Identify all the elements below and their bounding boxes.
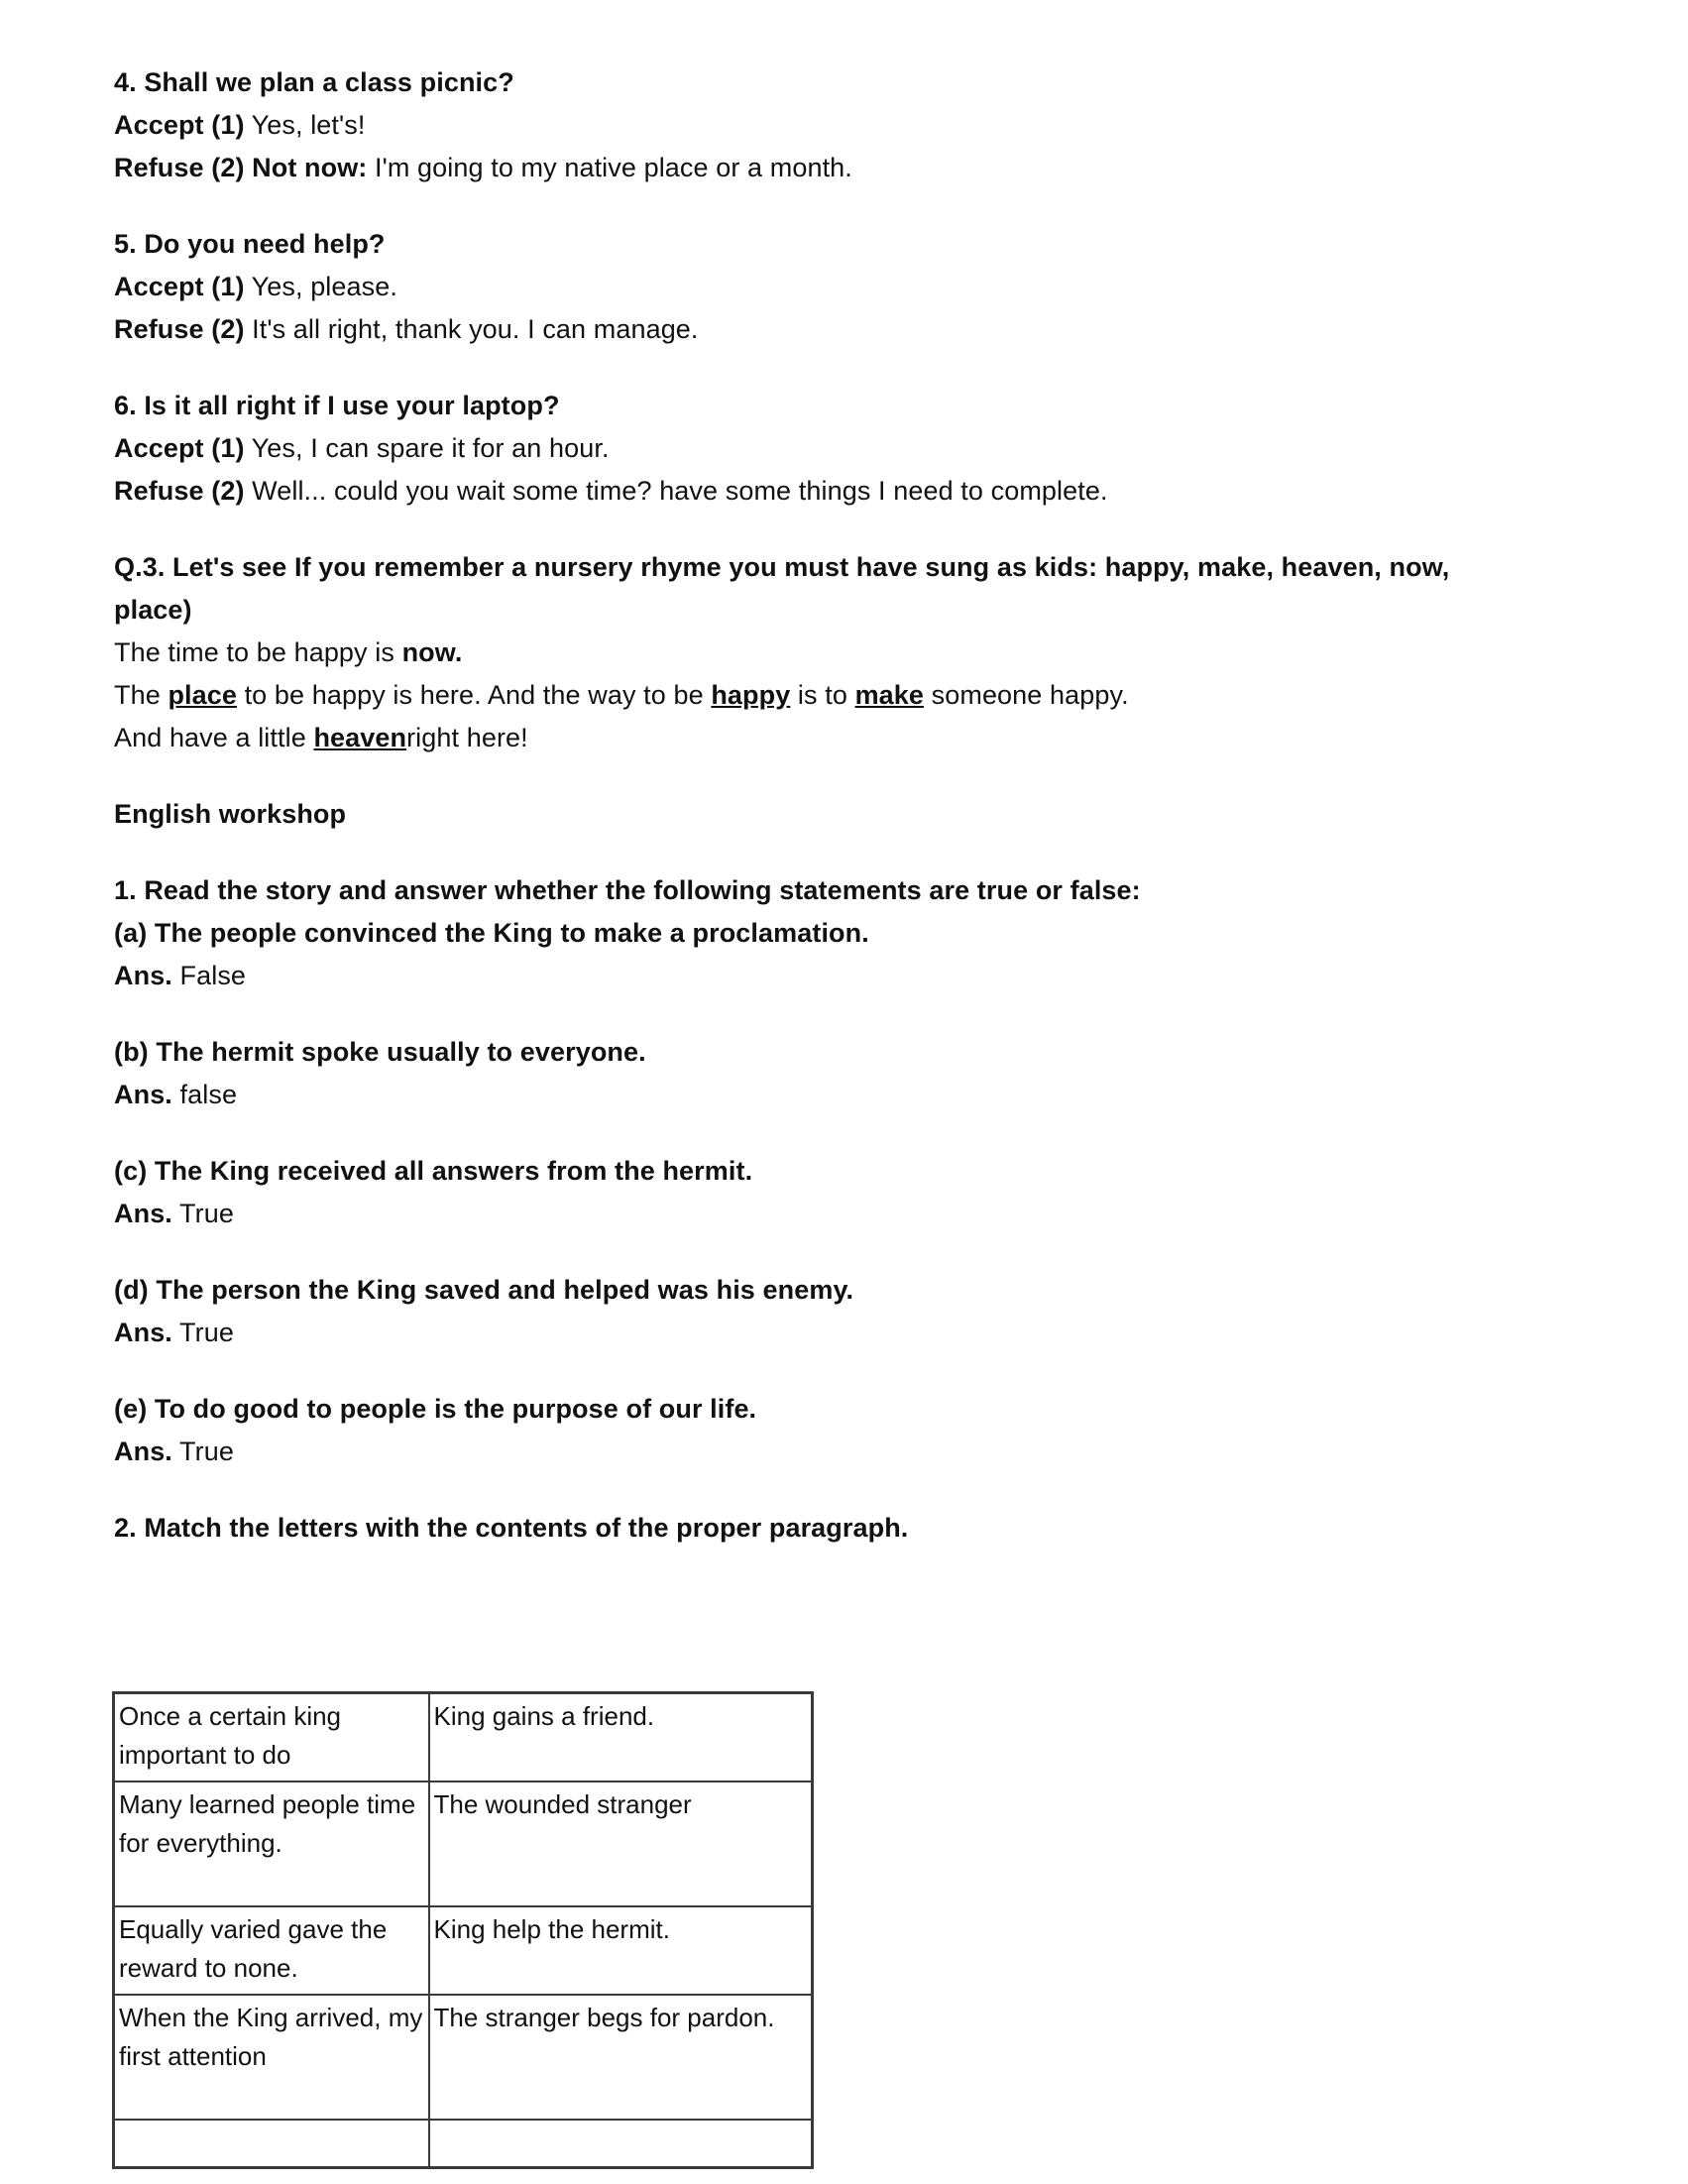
dialogue-accept-6 bbox=[114, 427, 1521, 470]
dialogue-item-6 bbox=[114, 385, 1521, 513]
dialogue-refuse-5 bbox=[114, 308, 1521, 351]
statement-a: (a) The people convinced the King to make a proclamation. bbox=[114, 918, 869, 948]
ans-value-d: True bbox=[171, 1318, 234, 1347]
accept-label-4: Accept (1) bbox=[114, 110, 245, 140]
q3-answer-happy: happy bbox=[711, 680, 791, 710]
spacer bbox=[114, 1354, 1521, 1388]
english-workshop-title: English workshop bbox=[114, 799, 347, 829]
ans-label-a: Ans. bbox=[114, 961, 172, 990]
q3-line2-c: is to bbox=[790, 680, 855, 710]
table-row bbox=[114, 1782, 813, 1906]
spacer bbox=[114, 189, 1521, 223]
q3-heading: Q.3. Let's see If you remember a nursery rhyme you must have sung as kids: happy, make, heaven, now, place) bbox=[114, 552, 1450, 625]
table-cell-right: King help the hermit. bbox=[429, 1906, 813, 1995]
spacer bbox=[114, 997, 1521, 1031]
workshop-q2-heading: 2. Match the letters with the contents of the proper paragraph. bbox=[114, 1513, 909, 1543]
ans-value-e: True bbox=[171, 1437, 234, 1466]
table-cell-right: King gains a friend. bbox=[429, 1693, 813, 1782]
spacer bbox=[114, 1473, 1521, 1507]
refuse-label-4: Refuse (2) bbox=[114, 153, 245, 182]
q3-answer-place: place bbox=[168, 680, 237, 710]
ans-label-e: Ans. bbox=[114, 1437, 172, 1466]
table-cell-right: The stranger begs for pardon. bbox=[429, 1995, 813, 2120]
q3-line2-a: The bbox=[114, 680, 169, 710]
dialogue-item-4 bbox=[114, 61, 1521, 189]
ans-label-c: Ans. bbox=[114, 1199, 172, 1228]
dialogue-question-5: 5. Do you need help? bbox=[114, 229, 386, 259]
answer-d bbox=[114, 1312, 1521, 1354]
ans-label-d: Ans. bbox=[114, 1318, 172, 1347]
dialogue-refuse-6 bbox=[114, 470, 1521, 513]
answer-e bbox=[114, 1431, 1521, 1473]
q3-rhyme-line-1 bbox=[114, 632, 1521, 674]
accept-text-6: Yes, I can spare it for an hour. bbox=[244, 433, 610, 463]
answer-b bbox=[114, 1074, 1521, 1116]
q3-answer-make: make bbox=[854, 680, 925, 710]
spacer bbox=[114, 1116, 1521, 1150]
table-row bbox=[114, 1906, 813, 1995]
accept-text-5: Yes, please. bbox=[244, 272, 397, 301]
spacer bbox=[114, 836, 1521, 869]
accept-text-4: Yes, let's! bbox=[244, 110, 366, 140]
spacer bbox=[114, 759, 1521, 793]
workshop-item-a bbox=[114, 912, 1521, 997]
accept-label-6: Accept (1) bbox=[114, 433, 245, 463]
workshop-item-d bbox=[114, 1269, 1521, 1354]
refuse-text-5: It's all right, thank you. I can manage. bbox=[244, 314, 699, 344]
workshop-q1-heading: 1. Read the story and answer whether the following statements are true or false: bbox=[114, 875, 1141, 905]
statement-d: (d) The person the King saved and helped was his enemy. bbox=[114, 1275, 854, 1305]
dialogue-accept-5 bbox=[114, 266, 1521, 308]
answer-c bbox=[114, 1193, 1521, 1235]
spacer bbox=[114, 1235, 1521, 1269]
q3-line2-d: someone happy. bbox=[924, 680, 1129, 710]
q3-line1-pre: The time to be happy is bbox=[114, 637, 402, 667]
ans-value-a: False bbox=[171, 961, 247, 990]
q3-answer-heaven: heaven bbox=[313, 723, 407, 752]
table-cell-right bbox=[429, 2120, 813, 2167]
spacer bbox=[114, 351, 1521, 385]
table-cell-left: When the King arrived, my first attention bbox=[114, 1995, 429, 2120]
ans-value-c: True bbox=[171, 1199, 234, 1228]
q3-line1-bold: now. bbox=[401, 637, 463, 667]
answer-a bbox=[114, 955, 1521, 997]
refuse-text-6: Well... could you wait some time? have some things I need to complete. bbox=[244, 476, 1108, 506]
statement-c: (c) The King received all answers from the hermit. bbox=[114, 1156, 753, 1186]
dialogue-accept-4 bbox=[114, 104, 1521, 147]
refuse-label-5: Refuse (2) bbox=[114, 314, 245, 344]
accept-label-5: Accept (1) bbox=[114, 272, 245, 301]
ans-label-b: Ans. bbox=[114, 1080, 172, 1109]
match-table-container bbox=[112, 1691, 811, 2169]
workshop-item-e bbox=[114, 1388, 1521, 1473]
dialogue-refuse-4 bbox=[114, 147, 1521, 189]
dialogue-question-6: 6. Is it all right if I use your laptop? bbox=[114, 391, 560, 420]
table-cell-left: Equally varied gave the reward to none. bbox=[114, 1906, 429, 1995]
workshop-item-c bbox=[114, 1150, 1521, 1235]
table-row bbox=[114, 1693, 813, 1782]
q3-rhyme-line-2 bbox=[114, 674, 1521, 717]
q3-line2-b: to be happy is here. And the way to be bbox=[236, 680, 712, 710]
statement-e: (e) To do good to people is the purpose of our life. bbox=[114, 1394, 757, 1424]
workshop-item-b bbox=[114, 1031, 1521, 1116]
q3-line3-b: right here! bbox=[406, 723, 528, 752]
table-cell-right: The wounded stranger bbox=[429, 1782, 813, 1906]
table-cell-left: Many learned people time for everything. bbox=[114, 1782, 429, 1906]
dialogue-item-5 bbox=[114, 223, 1521, 351]
table-cell-left bbox=[114, 2120, 429, 2167]
spacer bbox=[114, 513, 1521, 546]
q3-line3-a: And have a little bbox=[114, 723, 314, 752]
table-row bbox=[114, 2120, 813, 2167]
document-content bbox=[114, 61, 1521, 1550]
dialogue-question-4: 4. Shall we plan a class picnic? bbox=[114, 67, 514, 97]
ans-value-b: false bbox=[171, 1080, 238, 1109]
q3-rhyme-line-3 bbox=[114, 717, 1521, 759]
refuse-text-4: I'm going to my native place or a month. bbox=[367, 153, 852, 182]
refuse-lead-4: Not now: bbox=[244, 153, 368, 182]
refuse-label-6: Refuse (2) bbox=[114, 476, 245, 506]
match-table bbox=[112, 1691, 814, 2169]
statement-b: (b) The hermit spoke usually to everyone. bbox=[114, 1037, 646, 1067]
q3-section bbox=[114, 546, 1521, 759]
table-row bbox=[114, 1995, 813, 2120]
table-cell-left: Once a certain king important to do bbox=[114, 1693, 429, 1782]
